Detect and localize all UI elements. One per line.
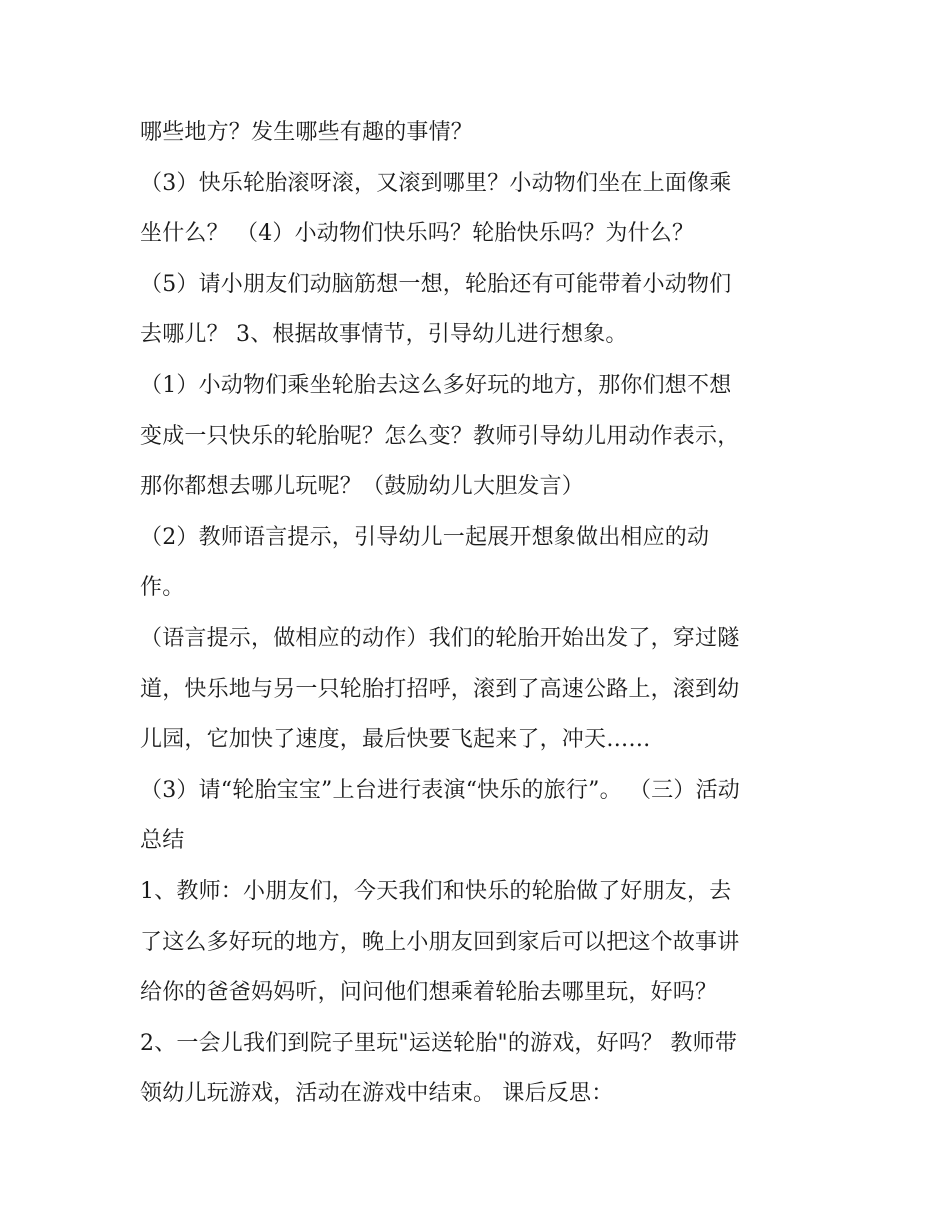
text-line: 哪些地方？发生哪些有趣的事情？ [140, 120, 474, 145]
text-line: （1）小动物们乘坐轮胎去这么多好玩的地方，那你们想不想 [140, 372, 732, 398]
text-line: 变成一只快乐的轮胎呢？怎么变？教师引导幼儿用动作表示， [140, 423, 740, 449]
text-line: 1、教师：小朋友们，今天我们和快乐的轮胎做了好朋友，去 [140, 878, 732, 904]
text-line: 道，快乐地与另一只轮胎打招呼，滚到了高速公路上，滚到幼 [140, 676, 740, 702]
text-line: （语言提示，做相应的动作）我们的轮胎开始出发了，穿过隧 [140, 625, 740, 651]
text-line: （3）请“轮胎宝宝”上台进行表演“快乐的旅行”。 （三）活动 [140, 777, 740, 803]
document-body [140, 108, 820, 1120]
text-line: 总结 [140, 828, 185, 854]
text-line: 领幼儿玩游戏，活动在游戏中结束。 课后反思： [140, 1081, 614, 1107]
text-line: （3）快乐轮胎滚呀滚，又滚到哪里？小动物们坐在上面像乘 [140, 170, 732, 196]
text-line: 儿园，它加快了速度，最后快要飞起来了，冲天…… [140, 727, 651, 753]
text-line: （2）教师语言提示，引导幼儿一起展开想象做出相应的动 [140, 524, 710, 550]
text-line: 去哪儿？ 3、根据故事情节，引导幼儿进行想象。 [140, 322, 628, 348]
text-line: 2、一会儿我们到院子里玩"运送轮胎"的游戏，好吗？ 教师带 [140, 1030, 738, 1056]
text-line: 坐什么？ （4）小动物们快乐吗？轮胎快乐吗？为什么？ [140, 221, 695, 247]
text-line: 了这么多好玩的地方，晚上小朋友回到家后可以把这个故事讲 [140, 929, 740, 955]
text-line: 给你的爸爸妈妈听，问问他们想乘着轮胎去哪里玩，好吗？ [140, 980, 718, 1006]
text-line: 那你都想去哪儿玩呢？（鼓励幼儿大胆发言） [140, 474, 585, 500]
text-line: 作。 [140, 575, 185, 601]
text-line: （5）请小朋友们动脑筋想一想，轮胎还有可能带着小动物们 [140, 271, 732, 297]
